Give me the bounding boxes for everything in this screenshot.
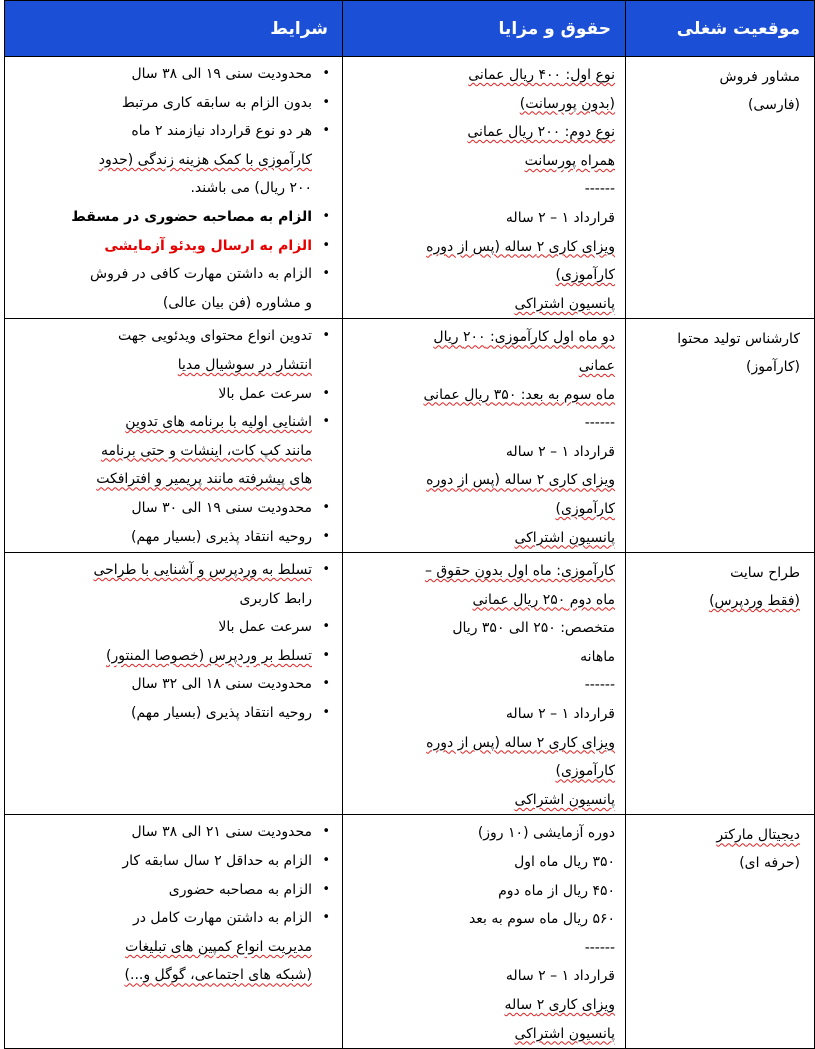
condition-text-span: تسلط به وردپرس و آشنایی با طراحی — [93, 562, 312, 579]
benefit-line: قرارداد ۱ – ۲ ساله — [505, 968, 615, 985]
bullet-icon: • — [322, 881, 330, 897]
benefit-line-text: عمانی — [578, 357, 615, 374]
condition-item — [11, 523, 330, 552]
conditions-cell — [5, 815, 343, 1049]
condition-text: محدودیت سنی ۱۹ الی ۳۸ سال — [131, 66, 312, 82]
benefit-line-text: کارآموزی) — [555, 500, 615, 517]
conditions-list — [11, 556, 334, 728]
condition-item — [11, 556, 330, 613]
benefit-line — [351, 466, 615, 495]
job-position-text: (فارسی) — [747, 97, 800, 113]
benefit-line-text: کارآموزی: ماه اول بدون حقوق – — [424, 563, 615, 580]
benefit-line — [351, 381, 615, 410]
condition-text: بدون الزام به سابقه کاری مرتبط — [121, 94, 312, 111]
condition-text — [11, 933, 312, 962]
benefit-line-text: پانسیون اشتراکی — [514, 529, 615, 546]
job-position-cell — [626, 553, 815, 815]
job-position-text: (حرفه ای) — [739, 855, 800, 872]
benefit-line-text: ویزای کاری ۲ ساله (پس از دوره — [426, 238, 615, 255]
condition-text — [11, 961, 312, 990]
benefit-line: ۵۶۰ ریال ماه سوم به بعد — [468, 911, 615, 928]
condition-text: روحیه انتقاد پذیری (بسیار مهم) — [131, 528, 312, 545]
condition-text: محدودیت سنی ۲۱ الی ۳۸ سال — [131, 824, 312, 841]
condition-text — [11, 642, 312, 671]
conditions-list — [11, 322, 334, 551]
condition-text — [11, 351, 312, 380]
conditions-cell — [5, 553, 343, 815]
condition-text: الزام به داشتن مهارت کامل در — [132, 910, 312, 927]
bullet-icon: • — [322, 328, 330, 344]
job-position-text: مشاور فروش — [719, 69, 800, 85]
condition-text — [11, 437, 312, 466]
condition-item — [11, 260, 330, 317]
job-position-text: دیجیتال مارکتر — [716, 827, 800, 844]
table-row — [5, 57, 815, 319]
benefit-line — [351, 290, 615, 319]
condition-text: الزام به ارسال ویدئو آزمایشی — [104, 237, 312, 254]
benefit-line — [351, 786, 615, 815]
condition-text-span: (شبکه های اجتماعی، گوگل و...) — [124, 967, 312, 984]
condition-text: الزام به حداقل ۲ سال سابقه کار — [122, 853, 312, 870]
condition-item — [11, 322, 330, 379]
benefit-line — [351, 557, 615, 586]
condition-item — [11, 904, 330, 990]
salary-benefits-cell — [343, 57, 626, 319]
benefit-line — [351, 147, 615, 176]
condition-item — [11, 89, 330, 118]
condition-item — [11, 203, 330, 232]
bullet-icon: • — [322, 824, 330, 840]
benefit-line — [351, 118, 615, 147]
condition-item — [11, 494, 330, 523]
benefit-line: قرارداد ۱ – ۲ ساله — [505, 706, 615, 723]
bullet-icon: • — [322, 528, 330, 544]
benefit-line-text: (بدون پورسانت) — [519, 95, 615, 112]
table-row — [5, 319, 815, 553]
job-position-cell — [626, 57, 815, 319]
condition-text — [11, 556, 312, 585]
condition-item — [11, 613, 330, 642]
bullet-icon: • — [322, 123, 330, 139]
job-position-text: طراح سایت — [730, 565, 800, 582]
condition-item — [11, 670, 330, 699]
condition-text-span: انتشار در سوشیال مدیا — [177, 356, 312, 373]
bullet-icon: • — [322, 66, 330, 81]
benefit-line — [351, 233, 615, 262]
benefit-line: ------ — [584, 181, 615, 198]
condition-text-span: مانند کپ کات، اینشات و حتی برنامه — [100, 442, 312, 459]
condition-item — [11, 818, 330, 847]
condition-text: الزام به مصاحبه حضوری — [168, 881, 312, 898]
bullet-icon: • — [322, 414, 330, 430]
condition-text-span: کارآموزی با کمک هزینه زندگی (حدود — [98, 151, 312, 168]
benefit-line: ۴۵۰ ریال از ماه دوم — [498, 882, 615, 899]
conditions-cell — [5, 57, 343, 319]
table-header-row — [5, 1, 815, 57]
condition-text-span: اشنایی اولیه با برنامه های تدوین — [125, 414, 312, 431]
benefit-line: ------ — [584, 415, 615, 432]
conditions-cell — [5, 319, 343, 553]
benefit-line-text: دو ماه اول کارآموزی: ۲۰۰ ریال — [433, 329, 615, 346]
condition-text: الزام به مصاحبه حضوری در مسقط — [71, 208, 312, 225]
bullet-icon: • — [322, 562, 330, 578]
bullet-icon: • — [322, 208, 330, 224]
benefit-line-text: پانسیون اشتراکی — [514, 295, 615, 312]
condition-text: الزام به داشتن مهارت کافی در فروش — [90, 266, 312, 283]
benefit-line-text: ویزای کاری ۲ ساله (پس از دوره — [426, 734, 615, 751]
benefit-line-text: ویزای کاری ۲ ساله — [504, 997, 615, 1013]
bullet-icon: • — [322, 705, 330, 721]
benefit-line — [351, 90, 615, 119]
condition-text: و مشاوره (فن بیان عالی) — [162, 294, 312, 311]
benefit-line — [351, 991, 615, 1020]
condition-text: هر دو نوع قرارداد نیازمند ۲ ماه — [131, 123, 312, 140]
benefit-line: ------ — [584, 677, 615, 694]
table-row — [5, 553, 815, 815]
header-job-position: موقعیت شغلی — [626, 1, 815, 57]
job-position-text: کارشناس تولید محتوا — [677, 331, 800, 348]
benefit-line — [351, 261, 615, 290]
bullet-icon: • — [322, 385, 330, 401]
condition-text-span: مدیریت انواع کمپین های تبلیغات — [125, 938, 312, 955]
benefit-line: ۳۵۰ ریال ماه اول — [514, 854, 615, 871]
conditions-list — [11, 60, 334, 317]
table-row — [5, 815, 815, 1049]
condition-text: تدوین انواع محتوای ویدئویی جهت — [117, 328, 312, 345]
condition-text: سرعت عمل بالا — [218, 619, 312, 636]
bullet-icon: • — [322, 94, 330, 110]
bullet-icon: • — [322, 647, 330, 663]
condition-text — [11, 146, 312, 175]
condition-item — [11, 642, 330, 671]
condition-text: سرعت عمل بالا — [218, 385, 312, 402]
salary-benefits-cell — [343, 815, 626, 1049]
benefit-line-text: ویزای کاری ۲ ساله (پس از دوره — [426, 472, 615, 489]
benefit-line — [351, 61, 615, 90]
salary-benefits-cell — [343, 553, 626, 815]
condition-text: رابط کاربری — [239, 590, 312, 607]
job-position-cell — [626, 319, 815, 553]
benefit-line: قرارداد ۱ – ۲ ساله — [505, 209, 615, 226]
benefit-line: متخصص: ۲۵۰ الی ۳۵۰ ریال — [452, 620, 615, 637]
salary-benefits-cell — [343, 319, 626, 553]
bullet-icon: • — [322, 499, 330, 515]
condition-text-span: تسلط بر وردپرس (خصوصا المنتور) — [106, 647, 312, 664]
condition-item — [11, 232, 330, 261]
condition-text — [11, 465, 312, 494]
job-positions-table — [4, 0, 815, 1049]
condition-item — [11, 408, 330, 494]
benefit-line — [351, 757, 615, 786]
benefit-line-text: پانسیون اشتراکی — [514, 791, 615, 808]
condition-text-span: های پیشرفته مانند پریمیر و افترافکت — [96, 471, 312, 488]
conditions-list — [11, 818, 334, 990]
header-conditions: شرایط — [5, 1, 343, 57]
benefit-line-text: نوع دوم: ۲۰۰ ریال عمانی — [467, 124, 615, 141]
benefit-line — [351, 323, 615, 352]
benefit-line-text: کارآموزی) — [555, 763, 615, 780]
benefit-line-text: کارآموزی) — [555, 267, 615, 284]
condition-item — [11, 60, 330, 89]
benefit-line: دوره آزمایشی (۱۰ روز) — [477, 825, 615, 842]
condition-text: محدودیت سنی ۱۹ الی ۳۰ سال — [131, 499, 312, 516]
benefit-line-text: ماه دوم ۲۵۰ ریال عمانی — [472, 591, 615, 608]
benefit-line: ماهانه — [580, 648, 615, 665]
condition-item — [11, 380, 330, 409]
job-table-page — [5, 0, 815, 1042]
benefit-line — [351, 495, 615, 524]
benefit-line — [351, 524, 615, 553]
benefit-line-text: ماه سوم به بعد: ۳۵۰ ریال عمانی — [423, 386, 615, 403]
job-position-cell — [626, 815, 815, 1049]
condition-item — [11, 847, 330, 876]
benefit-line: قرارداد ۱ – ۲ ساله — [505, 443, 615, 460]
benefit-line-text: نوع اول: ۴۰۰ ریال عمانی — [468, 67, 615, 83]
condition-text — [11, 408, 312, 437]
condition-item — [11, 876, 330, 905]
condition-item — [11, 699, 330, 728]
benefit-line — [351, 352, 615, 381]
benefit-line-text: همراه پورسانت — [524, 152, 615, 169]
condition-text: روحیه انتقاد پذیری (بسیار مهم) — [131, 705, 312, 722]
condition-text: محدودیت سنی ۱۸ الی ۳۲ سال — [131, 676, 312, 693]
bullet-icon: • — [322, 266, 330, 282]
bullet-icon: • — [322, 676, 330, 692]
bullet-icon: • — [322, 619, 330, 635]
benefit-line: ------ — [584, 939, 615, 956]
benefit-line-text: پانسیون اشتراکی — [514, 1025, 615, 1042]
benefit-line — [351, 729, 615, 758]
header-salary-benefits: حقوق و مزایا — [343, 1, 626, 57]
condition-text: ۲۰۰ ریال) می باشند. — [190, 180, 312, 197]
bullet-icon: • — [322, 237, 330, 253]
bullet-icon: • — [322, 853, 330, 869]
job-position-text: (فقط وردپرس) — [709, 593, 800, 610]
job-position-text: (کارآموز) — [746, 359, 800, 376]
condition-item — [11, 117, 330, 203]
benefit-line — [351, 586, 615, 615]
bullet-icon: • — [322, 910, 330, 926]
